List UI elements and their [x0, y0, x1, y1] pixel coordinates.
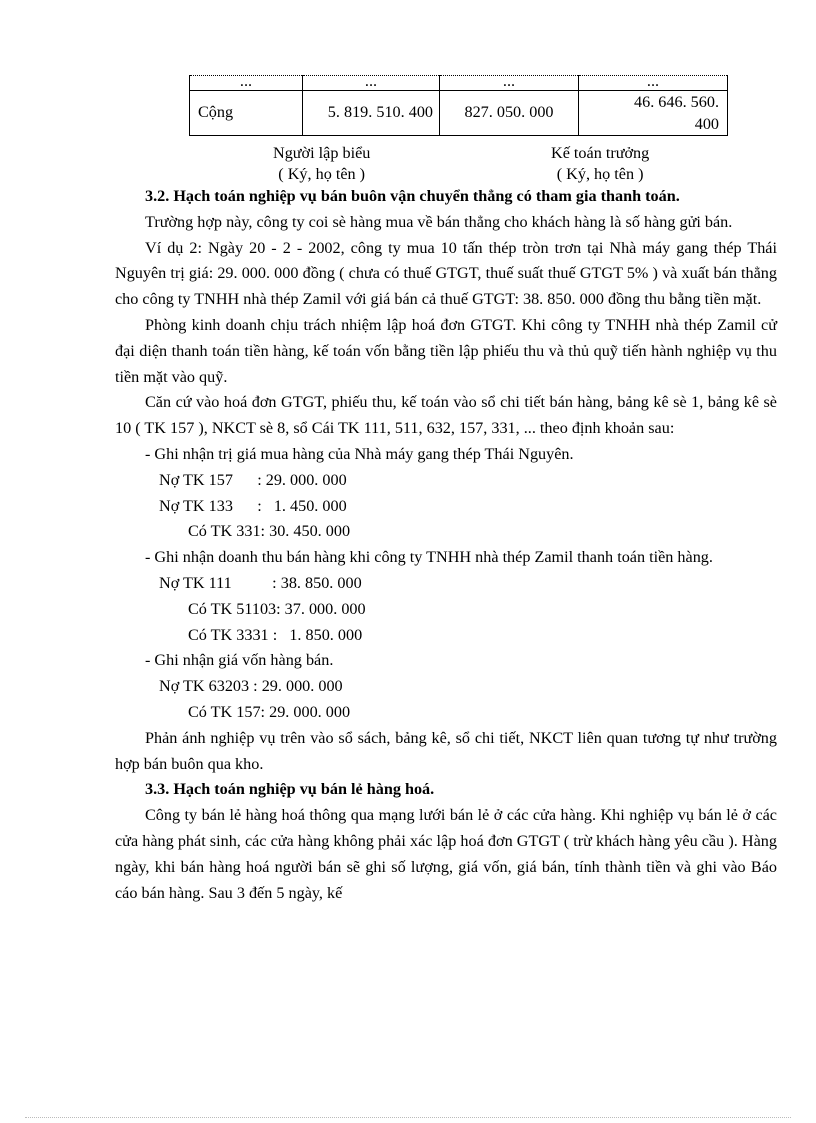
summary-table: [189, 72, 728, 136]
journal-entry: Nợ TK 157 : 29. 000. 000: [159, 470, 347, 489]
table-cell: ...: [303, 76, 440, 91]
journal-entry: Có TK 331: 30. 450. 000: [188, 522, 351, 541]
table-cell: ...: [579, 76, 728, 91]
table-row: [190, 76, 728, 91]
paragraph: Công ty bán lẻ hàng hoá thông qua mạng lưới bán lẻ ở các cửa hàng. Khi nghiệp vụ bán lẻ ở các cửa hàng phát sinh, các cửa hàng không phải xác lập hoá đơn GTGT ( trừ khách hàng yêu cầu ). Hàng ngày, khi bán hàng hoá người bán sẽ ghi số lượng, giá vốn, giá bán, tính thành tiền và ghi vào Báo cáo bán hàng. Sau 3 đến 5 ngày, kế: [115, 806, 777, 902]
total-label: Cộng: [190, 91, 303, 136]
paragraph: Trường hợp này, công ty coi sè hàng mua về bán thẳng cho khách hàng là số hàng gửi bán.: [145, 212, 733, 231]
journal-entry: Có TK 3331 : 1. 850. 000: [188, 625, 363, 644]
total-cell: 5. 819. 510. 400: [303, 91, 440, 136]
bullet-item: - Ghi nhận giá vốn hàng bán.: [145, 651, 334, 670]
paragraph: Căn cứ vào hoá đơn GTGT, phiếu thu, kế toán vào sổ chi tiết bán hàng, bảng kê sè 1, bảng kê sè 10 ( TK 157 ), NKCT sè 8, sổ Cái TK 111, 511, 632, 157, 331, ... theo định khoản sau:: [115, 393, 777, 438]
table-row-total: [190, 91, 728, 136]
total-cell: 827. 050. 000: [440, 91, 579, 136]
total-cell-line: 46. 646. 560.: [634, 93, 719, 111]
section-heading: 3.2. Hạch toán nghiệp vụ bán buôn vận chuyển thẳng có tham gia thanh toán.: [145, 187, 680, 205]
signature-title: Người lập biểu: [273, 144, 371, 162]
journal-entry: Nợ TK 111 : 38. 850. 000: [159, 573, 362, 592]
journal-entry: Nợ TK 133 : 1. 450. 000: [159, 496, 347, 515]
total-cell: [579, 91, 728, 136]
paragraph: Ví dụ 2: Ngày 20 - 2 - 2002, công ty mua 10 tấn thép tròn trơn tại Nhà máy gang thép Thái Nguyên trị giá: 29. 000. 000 đồng ( chưa có thuế GTGT, thuế suất thuế GTGT 5% ) và xuất bán thẳng cho công ty TNHH nhà thép Zamil với giá bán cả thuế GTGT: 38. 850. 000 đồng thu bằng tiền mặt.: [115, 238, 777, 309]
journal-entry: Nợ TK 63203 : 29. 000. 000: [159, 677, 343, 696]
signature-note: ( Ký, họ tên ): [556, 165, 644, 183]
table-cell: ...: [440, 76, 579, 91]
paragraph: Phản ánh nghiệp vụ trên vào sổ sách, bảng kê, sổ chi tiết, NKCT liên quan tương tự như trường hợp bán buôn qua kho.: [115, 728, 777, 773]
table-cell: ...: [190, 76, 303, 91]
journal-entry: Có TK 51103: 37. 000. 000: [188, 599, 366, 618]
paragraph: Phòng kinh doanh chịu trách nhiệm lập hoá đơn GTGT. Khi công ty TNHH nhà thép Zamil cử đại diện thanh toán tiền hàng, kế toán vốn bằng tiền lập phiếu thu và thủ quỹ tiến hành nghiệp vụ thu tiền mặt vào quỹ.: [115, 315, 777, 386]
section-heading: 3.3. Hạch toán nghiệp vụ bán lẻ hàng hoá.: [145, 780, 435, 799]
signature-chief-accountant: [551, 143, 649, 185]
journal-entry: Có TK 157: 29. 000. 000: [188, 702, 351, 721]
signature-preparer: [273, 143, 370, 185]
body-text: [115, 184, 777, 906]
bullet-item: - Ghi nhận trị giá mua hàng của Nhà máy gang thép Thái Nguyên.: [145, 444, 574, 463]
signature-note: ( Ký, họ tên ): [278, 165, 366, 183]
page-divider: [25, 1117, 791, 1118]
total-cell-line: 400: [694, 115, 719, 133]
signature-title: Kế toán trưởng: [551, 144, 650, 162]
bullet-item: - Ghi nhận doanh thu bán hàng khi công ty TNHH nhà thép Zamil thanh toán tiền hàng.: [145, 548, 713, 567]
